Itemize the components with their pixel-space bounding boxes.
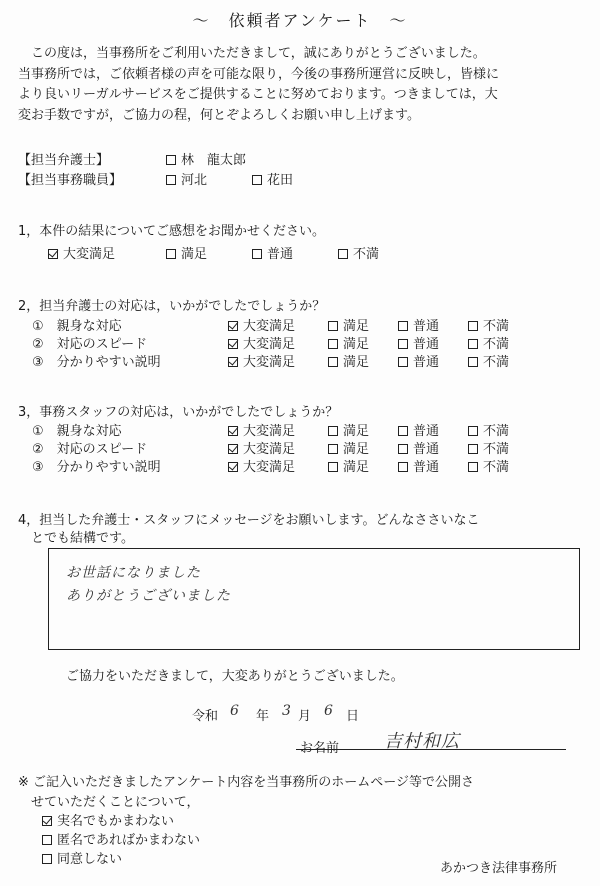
q3-rating-option[interactable] bbox=[468, 456, 509, 475]
option-label: 匿名であればかまわない bbox=[57, 833, 201, 848]
checkbox[interactable] bbox=[328, 444, 338, 454]
clerk-option[interactable] bbox=[166, 169, 207, 188]
option-label: 普通 bbox=[267, 247, 294, 262]
option-label: 大変満足 bbox=[243, 442, 296, 457]
checkbox[interactable] bbox=[328, 426, 338, 436]
option-label: 普通 bbox=[413, 355, 440, 370]
clerk-label: 【担当事務職員】 bbox=[18, 173, 123, 188]
option-label: 普通 bbox=[413, 424, 440, 439]
q3-rating-option[interactable] bbox=[328, 456, 369, 475]
checkbox[interactable] bbox=[166, 155, 176, 165]
checkbox[interactable] bbox=[328, 321, 338, 331]
checkbox[interactable] bbox=[468, 462, 478, 472]
q2-rating-option[interactable] bbox=[398, 333, 439, 352]
option-label: 満足 bbox=[343, 442, 370, 457]
option-label: 満足 bbox=[343, 460, 370, 475]
consent-option[interactable] bbox=[42, 810, 174, 829]
consent-option[interactable] bbox=[42, 829, 200, 848]
option-label: 不満 bbox=[483, 460, 510, 475]
checkbox[interactable] bbox=[468, 357, 478, 367]
option-label: 大変満足 bbox=[243, 319, 296, 334]
lawyer-name: 林 龍太郎 bbox=[181, 153, 247, 168]
name-value[interactable]: 吉村和広 bbox=[384, 731, 460, 752]
checkbox[interactable] bbox=[398, 357, 408, 367]
checked-checkbox[interactable] bbox=[228, 357, 238, 367]
intro-line: 当事務所では，ご依頼者様の声を可能な限り，今後の事務所運営に反映し，皆様に bbox=[18, 66, 500, 82]
option-label: 普通 bbox=[413, 460, 440, 475]
option-label: 満足 bbox=[181, 247, 208, 262]
row-label: ① 親身な対応 bbox=[32, 319, 122, 334]
option-label: 大変満足 bbox=[243, 337, 296, 352]
q3-rating-option[interactable] bbox=[398, 456, 439, 475]
row-label: ② 対応のスピード bbox=[32, 442, 148, 457]
intro-paragraph bbox=[18, 44, 499, 126]
checkbox[interactable] bbox=[252, 249, 262, 259]
option-label: 満足 bbox=[343, 424, 370, 439]
checkbox[interactable] bbox=[328, 462, 338, 472]
consent-text: ※ ご記入いただきましたアンケート内容を当事務所のホームページ等で公開さ bbox=[18, 775, 474, 790]
option-label: 大変満足 bbox=[243, 424, 296, 439]
q1-option[interactable] bbox=[252, 243, 293, 262]
office-name: あかつき法律事務所 bbox=[440, 861, 558, 876]
q2-rating-option[interactable] bbox=[328, 333, 369, 352]
option-label: 普通 bbox=[413, 337, 440, 352]
checkbox[interactable] bbox=[398, 444, 408, 454]
date-era: 令和 bbox=[192, 709, 219, 724]
q2-rating-option[interactable] bbox=[328, 315, 369, 334]
date-month-unit: 月 bbox=[298, 709, 312, 724]
checked-checkbox[interactable] bbox=[228, 444, 238, 454]
intro-line: 変お手数ですが，ご協力の程，何とぞよろしくお願い申し上げます。 bbox=[18, 107, 420, 123]
q3-question: 3，事務スタッフの対応は，いかがでしたでしょうか？ bbox=[18, 405, 339, 420]
checkbox[interactable] bbox=[328, 339, 338, 349]
option-label: 満足 bbox=[343, 355, 370, 370]
checkbox[interactable] bbox=[398, 321, 408, 331]
q2-rating-option[interactable] bbox=[398, 351, 439, 370]
checkbox[interactable] bbox=[398, 339, 408, 349]
option-label: 大変満足 bbox=[63, 247, 116, 262]
q3-rating-option[interactable] bbox=[228, 456, 295, 475]
checkbox[interactable] bbox=[252, 175, 262, 185]
checkbox[interactable] bbox=[166, 175, 176, 185]
date-year-unit: 年 bbox=[256, 709, 270, 724]
option-label: 不満 bbox=[483, 424, 510, 439]
q3-rating-option[interactable] bbox=[398, 438, 439, 457]
date-year[interactable]: 6 bbox=[230, 703, 240, 719]
row-label: ① 親身な対応 bbox=[32, 424, 122, 439]
message-line: お世話になりました bbox=[66, 565, 201, 581]
option-label: 不満 bbox=[353, 247, 380, 262]
intro-line: より良いリーガルサービスをご提供することに努めております。つきましては，大 bbox=[18, 87, 498, 102]
consent-option[interactable] bbox=[42, 848, 122, 867]
checked-checkbox[interactable] bbox=[228, 462, 238, 472]
option-label: 大変満足 bbox=[243, 460, 296, 475]
checkbox[interactable] bbox=[468, 321, 478, 331]
q4-question: 4，担当した弁護士・スタッフにメッセージをお願いします。どんなささいなこ bbox=[18, 513, 480, 528]
row-label: ② 対応のスピード bbox=[32, 337, 148, 352]
q1-option[interactable] bbox=[338, 243, 379, 262]
option-label: 満足 bbox=[343, 319, 370, 334]
q3-rating-option[interactable] bbox=[398, 420, 439, 439]
name-label: お名前 bbox=[300, 741, 340, 756]
checkbox[interactable] bbox=[398, 426, 408, 436]
checkbox[interactable] bbox=[166, 249, 176, 259]
q2-question: 2，担当弁護士の対応は，いかがでしたでしょうか？ bbox=[18, 299, 326, 314]
q2-rating-option[interactable] bbox=[468, 351, 509, 370]
option-label: 普通 bbox=[413, 442, 440, 457]
checkbox[interactable] bbox=[328, 357, 338, 367]
date-day[interactable]: 6 bbox=[324, 703, 334, 719]
checked-checkbox[interactable] bbox=[228, 321, 238, 331]
option-label: 不満 bbox=[483, 355, 510, 370]
checkbox[interactable] bbox=[398, 462, 408, 472]
option-label: 同意しない bbox=[57, 852, 123, 867]
thanks-text: ご協力をいただきまして，大変ありがとうございました。 bbox=[66, 669, 404, 684]
option-label: 満足 bbox=[343, 337, 370, 352]
q2-rating-option[interactable] bbox=[468, 333, 509, 352]
option-label: 大変満足 bbox=[243, 355, 296, 370]
q1-option[interactable] bbox=[166, 243, 207, 262]
q4-question-cont: とでも結構です。 bbox=[18, 531, 134, 546]
checked-checkbox[interactable] bbox=[228, 339, 238, 349]
q2-rating-option[interactable] bbox=[228, 333, 295, 352]
q2-rating-option[interactable] bbox=[228, 351, 295, 370]
q3-rating-option[interactable] bbox=[468, 420, 509, 439]
q2-rating-option[interactable] bbox=[398, 315, 439, 334]
checked-checkbox[interactable] bbox=[48, 249, 58, 259]
q1-option[interactable] bbox=[48, 243, 115, 262]
q3-rating-option[interactable] bbox=[468, 438, 509, 457]
message-line: ありがとうございました bbox=[66, 588, 231, 604]
option-label: 不満 bbox=[483, 442, 510, 457]
clerk-name: 花田 bbox=[267, 173, 294, 188]
q2-rating-option[interactable] bbox=[328, 351, 369, 370]
checked-checkbox[interactable] bbox=[42, 816, 52, 826]
q3-rating-option[interactable] bbox=[228, 438, 295, 457]
intro-line: この度は，当事務所をご利用いただきまして，誠にありがとうございました。 bbox=[18, 46, 486, 61]
q3-rating-option[interactable] bbox=[328, 438, 369, 457]
checkbox[interactable] bbox=[42, 835, 52, 845]
q2-rating-option[interactable] bbox=[228, 315, 295, 334]
option-label: 不満 bbox=[483, 337, 510, 352]
date-day-unit: 日 bbox=[346, 709, 360, 724]
checkbox[interactable] bbox=[338, 249, 348, 259]
option-label: 普通 bbox=[413, 319, 440, 334]
checkbox[interactable] bbox=[42, 854, 52, 864]
clerk-option[interactable] bbox=[252, 169, 293, 188]
checkbox[interactable] bbox=[468, 339, 478, 349]
row-label: ③ 分かりやすい説明 bbox=[32, 355, 161, 370]
clerk-name: 河北 bbox=[181, 173, 208, 188]
page-title: ～ 依頼者アンケート ～ bbox=[192, 11, 408, 30]
q3-rating-option[interactable] bbox=[328, 420, 369, 439]
date-month[interactable]: 3 bbox=[282, 703, 292, 719]
lawyer-label: 【担当弁護士】 bbox=[18, 153, 110, 168]
checked-checkbox[interactable] bbox=[228, 426, 238, 436]
consent-text-cont: せていただくことについて， bbox=[18, 795, 200, 810]
lawyer-option[interactable] bbox=[166, 149, 246, 168]
option-label: 不満 bbox=[483, 319, 510, 334]
q2-rating-option[interactable] bbox=[468, 315, 509, 334]
q3-rating-option[interactable] bbox=[228, 420, 295, 439]
checkbox[interactable] bbox=[468, 426, 478, 436]
option-label: 実名でもかまわない bbox=[57, 814, 175, 829]
signature-line bbox=[296, 749, 566, 750]
checkbox[interactable] bbox=[468, 444, 478, 454]
q1-question: 1，本件の結果についてご感想をお聞かせください。 bbox=[18, 224, 326, 239]
row-label: ③ 分かりやすい説明 bbox=[32, 460, 161, 475]
